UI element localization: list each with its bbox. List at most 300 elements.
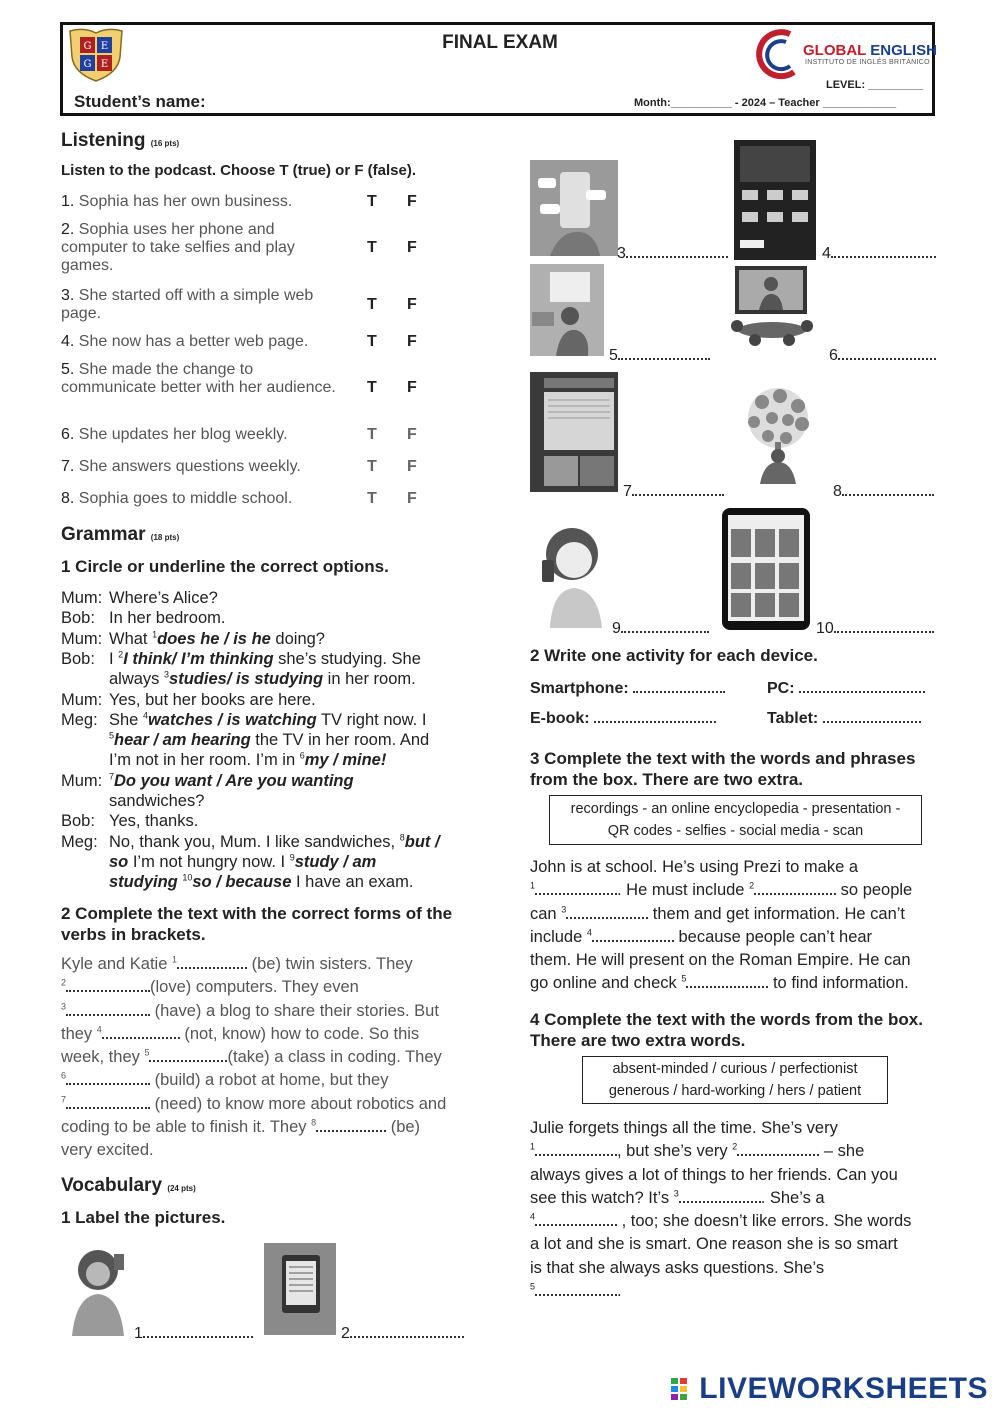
listening-item (61, 193, 461, 211)
speaker: Bob: (61, 649, 95, 668)
gap-number: 6 (61, 1070, 67, 1081)
option-choice[interactable]: so (109, 852, 129, 871)
item-text: Sophia goes to middle school. (78, 490, 293, 507)
text-line (530, 856, 950, 879)
answer-blank[interactable] (566, 903, 648, 919)
answer-blank[interactable] (799, 677, 925, 693)
item-number: 2 (118, 649, 124, 660)
plain-text: . (617, 1282, 622, 1301)
listening-statement (61, 361, 341, 397)
dialogue-text (109, 852, 376, 872)
tablet-magazine-picture (721, 507, 811, 631)
option-choice[interactable]: studies/ is studying (169, 670, 324, 689)
listening-item (61, 221, 461, 275)
text-line (530, 1117, 950, 1140)
dialogue-text (109, 608, 225, 628)
dialogue-text (109, 872, 413, 892)
girl-selfie-picture (62, 1244, 134, 1336)
dialogue-line (61, 669, 481, 689)
speaker: Meg: (61, 710, 98, 729)
vocabulary-title: Vocabulary (61, 1175, 163, 1196)
dialogue-text (109, 791, 204, 811)
text-line (530, 1233, 950, 1256)
plain-text: In her bedroom. (109, 609, 226, 628)
gap-number: 2 (749, 880, 755, 891)
plain-text: She (109, 710, 143, 729)
dialogue-text (109, 832, 440, 852)
label-number: 7 (623, 483, 632, 500)
item-number: 5 (109, 730, 115, 741)
vocabulary-ex3-text (530, 856, 950, 996)
gap-number: 3 (61, 1001, 67, 1012)
listening-statement (61, 333, 341, 351)
text-line (530, 972, 950, 995)
answer-blank[interactable] (834, 617, 934, 633)
false-option[interactable]: F (407, 296, 417, 313)
svg-text:G: G (83, 41, 92, 52)
answer-blank[interactable] (149, 1046, 227, 1062)
gap-number: 3 (561, 904, 567, 915)
listening-statement (61, 221, 341, 275)
item-number: 2. (61, 221, 75, 238)
grammar-points: (18 pts) (150, 533, 180, 542)
answer-blank[interactable] (102, 1023, 180, 1039)
device-label: E-book: (530, 710, 590, 727)
plain-text: she’s studying. She (273, 649, 421, 668)
plain-text: include (530, 927, 587, 946)
plain-text: Where’s Alice? (109, 589, 218, 607)
picture-label-4[interactable] (822, 242, 936, 263)
answer-blank[interactable] (594, 707, 716, 723)
brand-name (803, 42, 937, 59)
plain-text: in her room. (323, 670, 416, 689)
item-number: 5. (61, 361, 75, 378)
answer-blank[interactable] (838, 344, 936, 360)
item-text: She answers questions weekly. (78, 458, 301, 475)
plain-text: doing? (270, 629, 325, 648)
dialogue-line (61, 690, 481, 710)
true-option[interactable]: T (367, 333, 377, 350)
item-text: Sophia uses her phone and computer to take selfies and play games. (61, 221, 295, 274)
plain-text: is that she always asks questions. She’s (530, 1258, 825, 1277)
ebook-reader-picture (264, 1243, 336, 1335)
listening-statement (61, 458, 341, 476)
speaker: Meg: (61, 832, 98, 851)
listening-statement (61, 426, 341, 444)
ex3-word-box (549, 795, 922, 845)
plain-text: always gives a lot of things to her friends. Can you (530, 1165, 898, 1184)
brand-accent: ENGLISH (870, 42, 937, 59)
gap-number: 5 (681, 973, 687, 984)
answer-blank[interactable] (754, 879, 836, 895)
listening-statement (61, 193, 341, 211)
true-option[interactable]: T (367, 379, 377, 396)
answer-blank[interactable] (831, 242, 936, 258)
plain-text: No, thank you, Mum. I like sandwiches, (109, 832, 400, 851)
item-number: 4 (142, 710, 148, 721)
gap-number: 3 (673, 1188, 679, 1199)
plain-text: (take) a class in coding. They (227, 1048, 442, 1067)
item-number: 9 (289, 852, 295, 863)
vocabulary-points: (24 pts) (167, 1184, 196, 1193)
answer-blank[interactable] (66, 1069, 150, 1085)
item-number: 8 (399, 832, 405, 843)
plain-text: I (109, 649, 119, 668)
dialogue-line (61, 588, 481, 608)
plain-text: What (109, 629, 153, 648)
gap-number: 8 (311, 1117, 317, 1128)
gap-number: 7 (61, 1094, 67, 1105)
answer-blank[interactable] (535, 1140, 617, 1156)
item-number: 6 (299, 750, 305, 761)
answer-blank[interactable] (143, 1322, 253, 1338)
speaker: Mum: (61, 690, 103, 709)
listening-points: (16 pts) (150, 139, 180, 148)
picture-label-2[interactable] (341, 1322, 464, 1343)
social-media-tree-picture (732, 384, 820, 488)
gap-number: 5 (144, 1047, 150, 1058)
dialogue-line (61, 649, 481, 669)
dialogue-text (109, 750, 386, 770)
plain-text: always (109, 670, 165, 689)
text-line (61, 1069, 481, 1092)
text-line (530, 949, 950, 972)
listening-item (61, 333, 461, 351)
plain-text: coding to be able to finish it. They (61, 1118, 312, 1137)
dialogue-line (61, 872, 481, 892)
answer-blank[interactable] (737, 1140, 819, 1156)
item-text: She now has a better web page. (78, 333, 309, 350)
plain-text: Kyle and Katie (61, 955, 172, 973)
plain-text: they (61, 1024, 97, 1043)
gap-number: 4 (96, 1024, 102, 1035)
option-choice[interactable]: hear / am hearing (114, 731, 251, 750)
device-ebook[interactable] (530, 707, 716, 728)
item-number: 3 (164, 669, 170, 680)
picture-label-8[interactable] (833, 480, 934, 501)
gap-number: 1 (530, 1141, 536, 1152)
label-number: 2 (341, 1325, 350, 1342)
plain-text: can (530, 904, 562, 923)
dialogue-text (109, 669, 416, 689)
text-line (530, 1280, 950, 1303)
dialogue-text (109, 771, 354, 791)
grammar-ex2-text (61, 953, 481, 1163)
gap-number: 2 (61, 977, 67, 988)
text-line (61, 976, 481, 999)
plain-text: (build) a robot at home, but they (150, 1071, 389, 1090)
text-line (530, 1257, 950, 1280)
video-meeting-picture (725, 266, 819, 352)
device-pc[interactable] (767, 677, 925, 698)
label-number: 5 (609, 347, 618, 364)
speaker: Mum: (61, 629, 103, 648)
plain-text: go online and check (530, 974, 682, 993)
false-option[interactable]: F (407, 333, 417, 350)
listening-item (61, 458, 461, 476)
answer-blank[interactable] (592, 926, 674, 942)
dialogue-text (109, 811, 198, 831)
item-number: 1 (152, 629, 158, 640)
vocabulary-ex3-instruction: 3 Complete the text with the words and phrases from the box. There are two extra. (530, 749, 916, 789)
level-field: LEVEL: _________ (826, 79, 924, 91)
item-text: She updates her blog weekly. (78, 426, 288, 443)
girl-with-phone-picture (536, 520, 608, 628)
plain-text: I’m not in her room. I’m in (109, 751, 300, 770)
plain-text: to find information. (768, 974, 909, 993)
listening-instruction: Listen to the podcast. Choose T (true) or F (false). (61, 162, 417, 179)
text-line (61, 1023, 481, 1046)
plain-text: week, they (61, 1048, 145, 1067)
dialogue-text (109, 710, 426, 730)
listening-item (61, 490, 461, 508)
text-line (530, 1187, 950, 1210)
false-option[interactable]: F (407, 239, 417, 256)
plain-text: – she (819, 1142, 865, 1161)
plain-text: them. He will present on the Roman Empire. He can (530, 951, 911, 970)
device-tablet[interactable] (767, 707, 921, 728)
plain-text: (not, know) how to code. So this (179, 1024, 420, 1043)
picture-label-1[interactable] (134, 1322, 253, 1343)
dialogue-line (61, 852, 481, 872)
plain-text: I’m not hungry now. I (128, 852, 290, 871)
option-choice[interactable]: I think/ I’m thinking (123, 649, 274, 668)
svg-text:E: E (100, 41, 109, 52)
listening-statement (61, 490, 341, 508)
option-choice[interactable]: studying (109, 873, 178, 892)
false-option[interactable]: F (407, 490, 417, 507)
presentation-picture (530, 264, 604, 356)
label-number: 6 (829, 347, 838, 364)
plain-text: because people can’t hear (673, 927, 873, 946)
true-option[interactable]: T (367, 296, 377, 313)
answer-blank[interactable] (535, 879, 617, 895)
picture-label-6[interactable] (829, 344, 936, 365)
answer-blank[interactable] (621, 617, 709, 633)
svg-text:G: G (83, 59, 92, 70)
listening-title: Listening (61, 130, 146, 151)
dialogue-line (61, 832, 481, 852)
grammar-heading (61, 524, 179, 546)
gap-number: 1 (530, 880, 536, 891)
option-choice[interactable]: watches / is watching (147, 710, 317, 729)
label-number: 8 (833, 483, 842, 500)
answer-blank[interactable] (686, 972, 768, 988)
true-option[interactable]: T (367, 193, 377, 210)
grammar-ex1-instruction: 1 Circle or underline the correct options. (61, 557, 389, 576)
answer-blank[interactable] (633, 677, 725, 693)
plain-text: (be) twin sisters. They (247, 955, 413, 973)
picture-label-3[interactable] (617, 242, 728, 263)
speaker: Mum: (61, 771, 103, 790)
dialogue-text (109, 649, 421, 669)
item-number: 7 (109, 771, 115, 782)
ex4-box-line-1: absent-minded / curious / perfectionist (612, 1061, 858, 1077)
dialogue-text (109, 730, 429, 750)
text-line (61, 1116, 481, 1139)
answer-blank[interactable] (177, 953, 247, 969)
option-choice[interactable]: so / because (192, 873, 292, 892)
liveworksheets-grid-icon (671, 1378, 697, 1400)
label-number: 1 (134, 1325, 143, 1342)
answer-blank[interactable] (842, 480, 934, 496)
true-option[interactable]: T (367, 426, 377, 443)
speaker: Bob: (61, 812, 95, 831)
text-line (530, 903, 950, 926)
text-line (61, 1000, 481, 1023)
item-text: She made the change to communicate better with her audience. (61, 361, 336, 396)
plain-text: (need) to know more about robotics and (150, 1094, 447, 1113)
plain-text: them and get information. He can’t (648, 904, 906, 923)
text-line (61, 1139, 481, 1162)
plain-text: , but she’s very (617, 1142, 733, 1161)
option-choice[interactable]: my / mine! (304, 751, 387, 770)
false-option[interactable]: F (407, 379, 417, 396)
device-label: Tablet: (767, 710, 819, 727)
text-line (61, 1093, 481, 1116)
item-text: She started off with a simple web page. (61, 287, 314, 322)
speaker: Mum: (61, 589, 103, 607)
answer-blank[interactable] (618, 344, 710, 360)
item-number: 3. (61, 287, 75, 304)
answer-blank[interactable] (350, 1322, 464, 1338)
brand-subtitle: INSTITUTO DE INGLÉS BRITÁNICO (805, 59, 930, 66)
listening-statement (61, 287, 341, 323)
plain-text: (be) (386, 1118, 421, 1137)
option-choice[interactable]: does he / is he (157, 629, 271, 648)
label-number: 10 (816, 620, 834, 637)
item-text: Sophia has her own business. (78, 193, 293, 210)
plain-text: John is at school. He’s using Prezi to make a (530, 858, 859, 876)
item-number: 6. (61, 426, 75, 443)
plain-text: sandwiches? (109, 792, 205, 810)
phone-chat-picture (530, 160, 618, 256)
answer-blank[interactable] (679, 1187, 761, 1203)
dialogue-text (109, 690, 316, 710)
blog-page-picture (530, 372, 618, 492)
plain-text: a lot and she is smart. One reason she is so smart (530, 1235, 898, 1254)
device-label: PC: (767, 680, 795, 697)
vocabulary-ex1-instruction: 1 Label the pictures. (61, 1208, 226, 1227)
vocabulary-ex4-text (530, 1117, 950, 1303)
ex3-box-line-2: QR codes - selfies - social media - scan (607, 823, 864, 839)
liveworksheets-text: LIVEWORKSHEETS (699, 1372, 988, 1405)
true-option[interactable]: T (367, 458, 377, 475)
device-label: Smartphone: (530, 680, 629, 697)
gap-number: 5 (530, 1281, 536, 1292)
grammar-ex2-instruction: 2 Complete the text with the correct forms of the verbs in brackets. (61, 904, 453, 944)
item-number: 4. (61, 333, 75, 350)
device-smartphone[interactable] (530, 677, 725, 698)
item-number: 7. (61, 458, 75, 475)
liveworksheets-logo (671, 1372, 988, 1406)
false-option[interactable]: F (407, 426, 417, 443)
gap-number: 2 (732, 1141, 738, 1152)
plain-text: (love) computers. They even (150, 978, 359, 997)
plain-text: Julie forgets things all the time. She’s very (530, 1119, 838, 1137)
true-option[interactable]: T (367, 490, 377, 507)
text-line (61, 953, 481, 976)
month-teacher-field: Month:__________ - 2024 – Teacher ____________ (634, 97, 897, 109)
dialogue-line (61, 730, 481, 750)
vocabulary-ex4-instruction: 4 Complete the text with the words from the box. There are two extra words. (530, 1010, 923, 1050)
answer-blank[interactable] (632, 480, 724, 496)
answer-blank[interactable] (535, 1210, 617, 1226)
answer-blank[interactable] (66, 976, 150, 992)
exam-title: FINAL EXAM (442, 32, 558, 53)
gap-number: 4 (530, 1211, 536, 1222)
false-option[interactable]: F (407, 458, 417, 475)
option-choice[interactable]: study / am (294, 852, 377, 871)
dialogue-line (61, 811, 481, 831)
plain-text: Yes, but her books are here. (109, 690, 316, 709)
gap-number: 4 (586, 927, 592, 938)
false-option[interactable]: F (407, 193, 417, 210)
picture-label-7[interactable] (623, 480, 724, 501)
text-line (530, 1210, 950, 1233)
answer-blank[interactable] (66, 1000, 150, 1016)
text-line (530, 879, 950, 902)
plain-text: TV right now. I (316, 710, 427, 729)
true-option[interactable]: T (367, 239, 377, 256)
picture-label-10[interactable] (816, 617, 934, 638)
student-name-label: Student’s name: (74, 92, 206, 111)
answer-blank[interactable] (823, 707, 921, 723)
plain-text: I have an exam. (291, 873, 414, 892)
dialogue-line (61, 771, 481, 791)
answer-blank[interactable] (626, 242, 728, 258)
dialogue-line (61, 750, 481, 770)
brand-main: GLOBAL (803, 42, 867, 59)
dialogue-line (61, 629, 481, 649)
plain-text: (have) a blog to share their stories. But (150, 1001, 439, 1020)
ex4-box-line-2: generous / hard-working / hers / patient (608, 1083, 862, 1099)
picture-label-5[interactable] (609, 344, 710, 365)
label-number: 9 (612, 620, 621, 637)
plain-text: . He must include (617, 881, 750, 900)
gap-number: 1 (172, 954, 178, 965)
answer-blank[interactable] (66, 1093, 150, 1109)
shoe-website-picture (734, 140, 816, 260)
picture-label-9[interactable] (612, 617, 709, 638)
plain-text: very excited. (61, 1141, 154, 1160)
plain-text: , too; she doesn’t like errors. She words (617, 1212, 912, 1231)
speaker: Bob: (61, 609, 95, 628)
text-line (530, 926, 950, 949)
dialogue-line (61, 791, 481, 811)
ex4-word-box (582, 1056, 888, 1104)
plain-text: the TV in her room. And (250, 731, 430, 750)
option-choice[interactable]: Do you want / Are you wanting (114, 771, 354, 790)
answer-blank[interactable] (316, 1116, 386, 1132)
svg-text:E: E (100, 59, 109, 70)
vocabulary-heading (61, 1175, 196, 1197)
plain-text: so people (836, 881, 913, 900)
vocabulary-ex2-instruction: 2 Write one activity for each device. (530, 646, 818, 665)
option-choice[interactable]: but / (404, 832, 440, 851)
item-number: 10 (182, 872, 193, 883)
label-number: 3 (617, 245, 626, 262)
listening-item (61, 287, 461, 323)
plain-text: . She’s a (760, 1188, 825, 1207)
answer-blank[interactable] (535, 1280, 617, 1296)
ex3-box-line-1: recordings - an online encyclopedia - presentation - (570, 801, 901, 817)
text-line (530, 1140, 950, 1163)
dialogue-line (61, 608, 481, 628)
dialogue-text (109, 588, 218, 608)
item-number: 1. (61, 193, 75, 210)
plain-text: Yes, thanks. (109, 812, 199, 831)
